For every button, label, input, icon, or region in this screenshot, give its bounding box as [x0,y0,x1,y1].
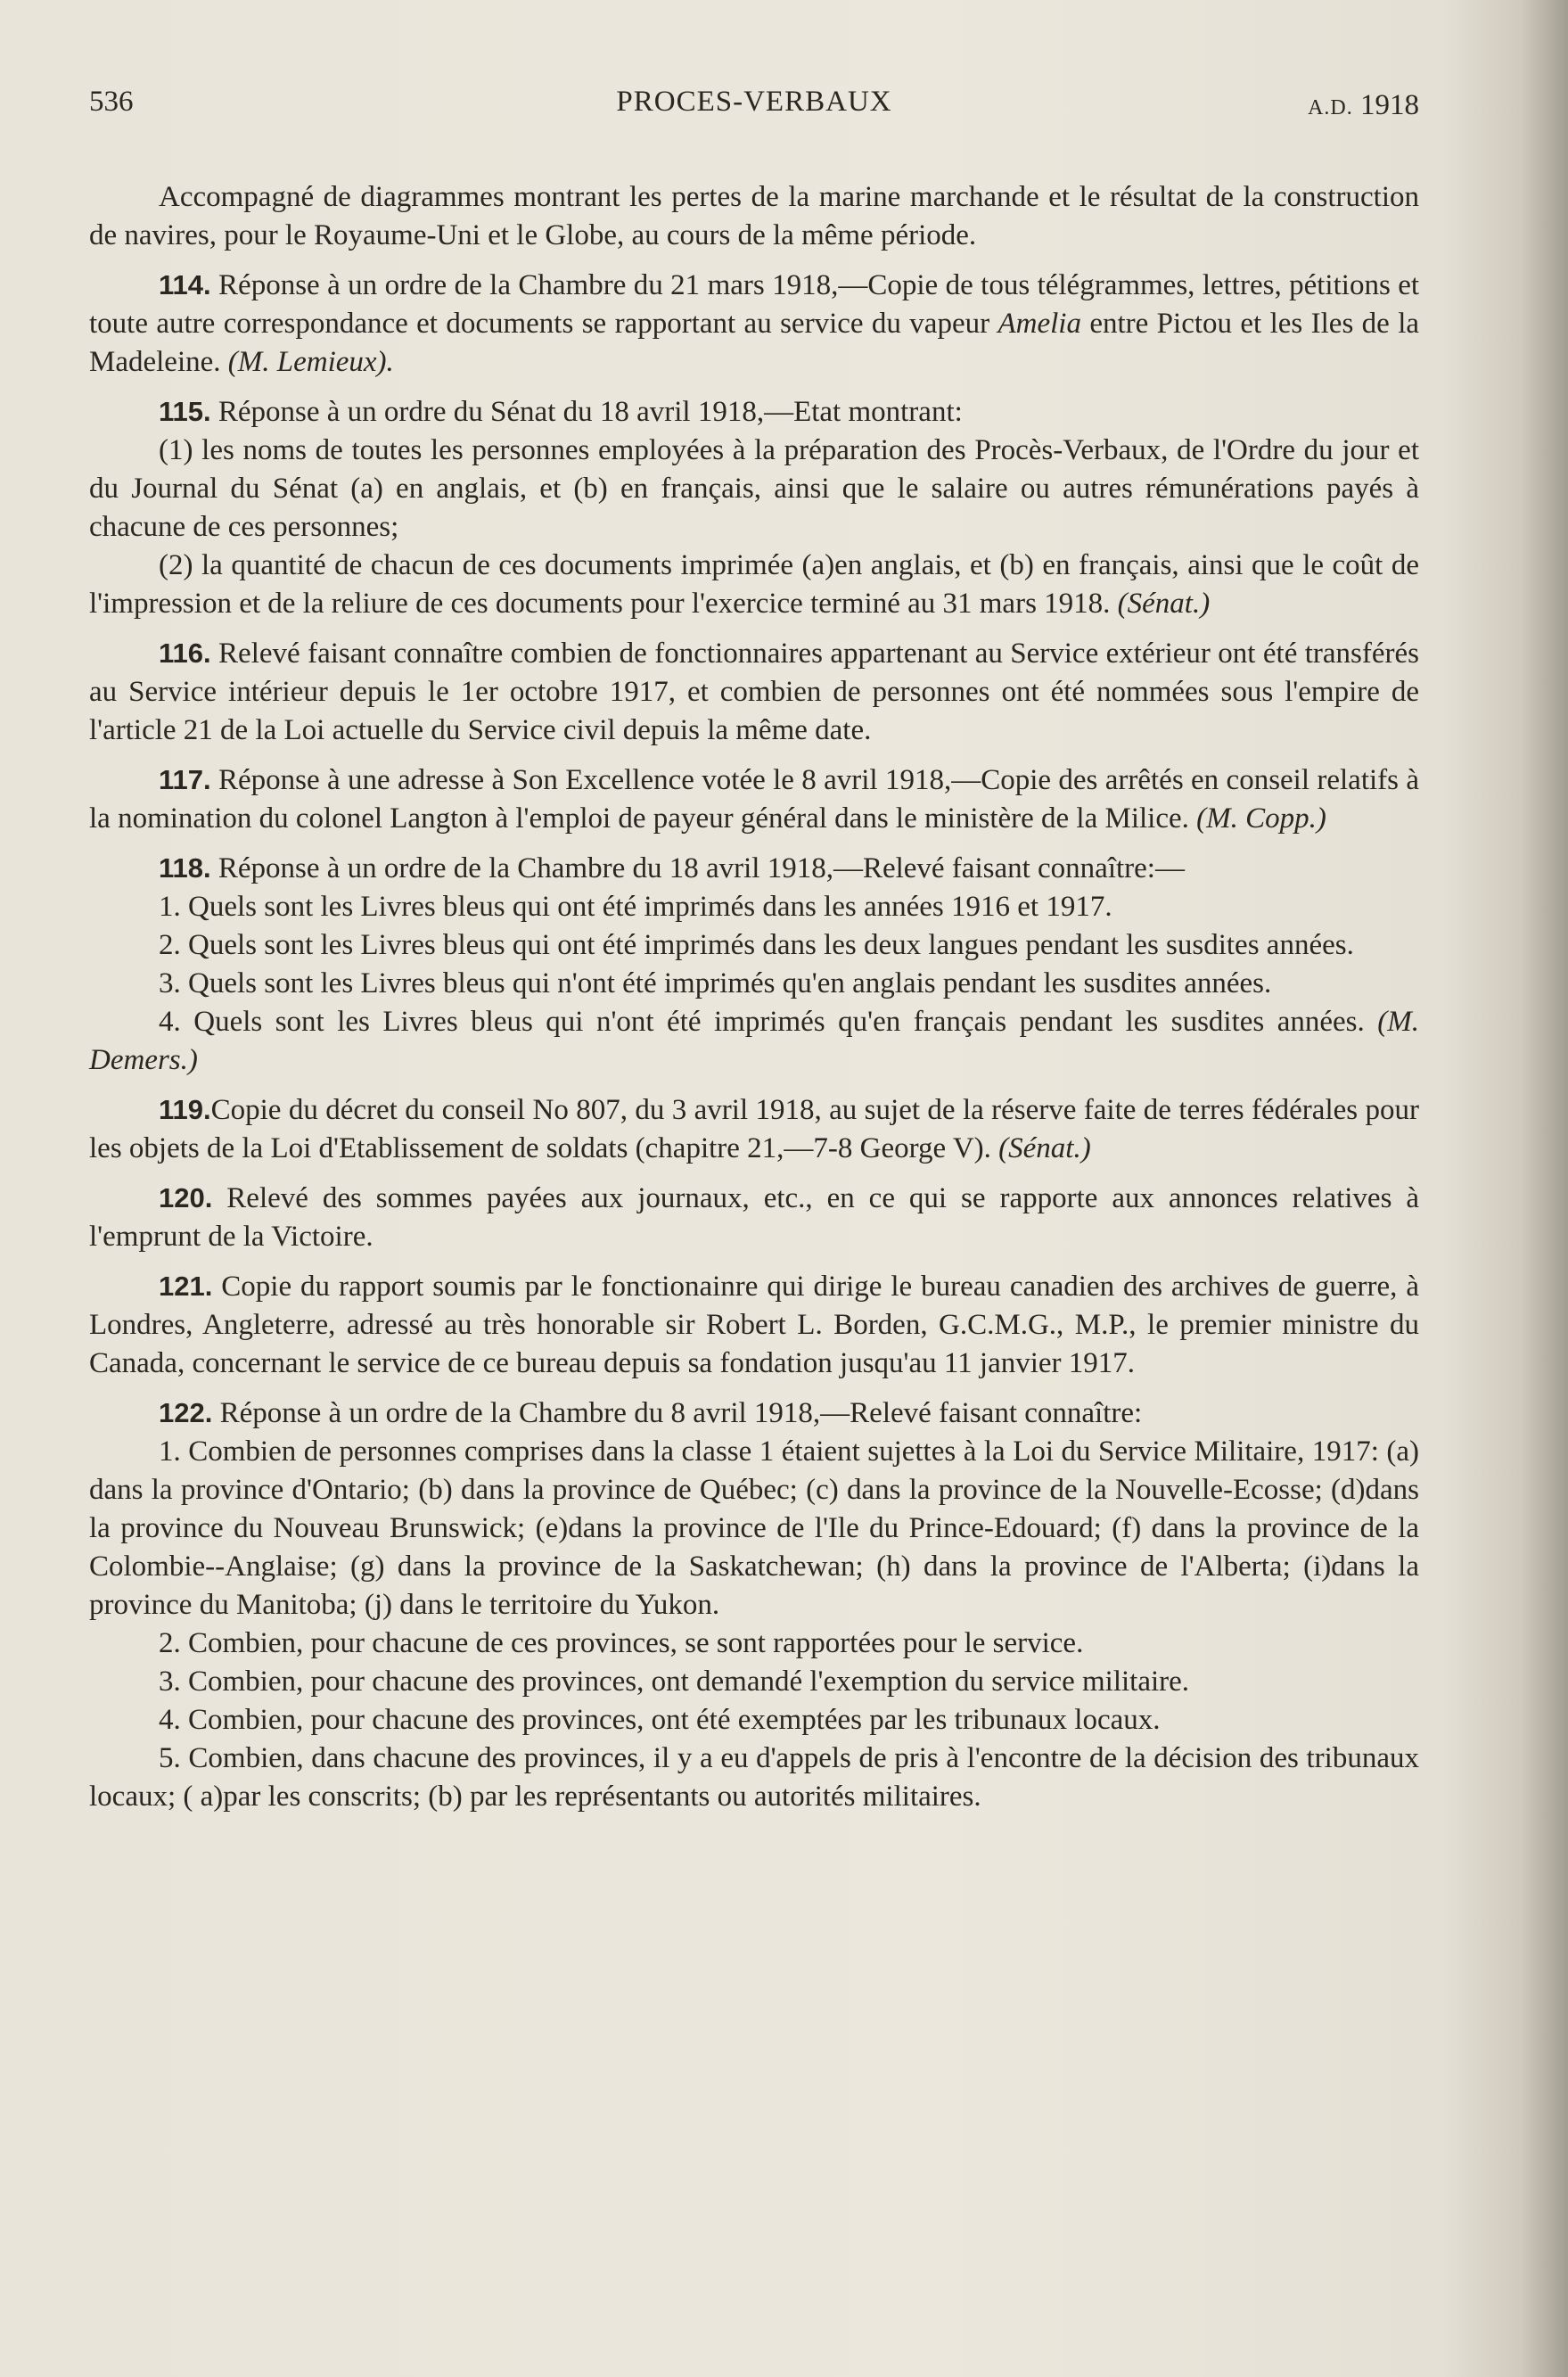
item-number: 114. [159,269,211,300]
item-text: Relevé des sommes payées aux journaux, etc., en ce qui se rapporte aux annonces relatives à l'emprunt de la Victoire. [89,1182,1420,1253]
item-text: Réponse à un ordre de la Chambre du 18 avril 1918,—Relevé faisant connaître:— [218,852,1185,884]
item-text: Copie du rapport soumis par le fonctionainre qui dirige le bureau canadien des archives de guerre, à Londres, Angleterre, adressé au très honorable sir Robert L. Borden, G.C.M.G., M.P., le premier ministre du Canada, concernant le service de ce bureau depuis sa fondation jusqu'au 11 janvier 1917. [89,1271,1419,1379]
item-number: 117. [159,764,211,795]
document-body [89,178,1419,1816]
year-value: 1918 [1360,89,1419,121]
item-number: 115. [159,396,211,427]
item-text: Réponse à une adresse à Son Excellence votée le 8 avril 1918,—Copie des arrêtés en conseil relatifs à la nomination du colonel Langton à l'emploi de payeur général dans le ministère de la Milice. [89,764,1419,835]
item-120 [89,1179,1419,1256]
item-118-sub-1 [89,888,1419,926]
sub-text: 3. Quels sont les Livres bleus qui n'ont été imprimés qu'en anglais pendant les susdites années. [159,967,1272,999]
item-text: Relevé faisant connaître combien de fonctionnaires appartenant au Service extérieur ont été transférés au Service intérieur depuis le 1er octobre 1917, et combien de personnes ont été nommées sous l'empire de l'article 21 de la Loi actuelle du Service civil depuis la même date. [89,637,1420,746]
item-text: Réponse à un ordre de la Chambre du 21 mars 1918,—Copie de tous télégrammes, lettres, pétitions et toute autre correspondance et documents se rapportant au service du vapeur [89,269,1420,340]
item-117 [89,761,1419,838]
intro-text: Accompagné de diagrammes montrant les pertes de la marine marchande et le résultat de la construction de navires, pour le Royaume-Uni et le Globe, au cours de la même période. [89,181,1419,251]
item-number: 119. [159,1094,211,1125]
sub-text: 2. Quels sont les Livres bleus qui ont été imprimés dans les deux langues pendant les susdites années. [159,929,1354,961]
item-author: (Sénat.) [1117,588,1211,620]
year-prefix: A.D. [1308,96,1353,119]
running-title: PROCES-VERBAUX [616,86,892,118]
item-author: (M. Demers.) [89,1006,1419,1076]
item-text: Réponse à un ordre du Sénat du 18 avril 1918,—Etat montrant: [218,396,963,428]
sub-text: 4. Quels sont les Livres bleus qui n'ont été imprimés qu'en français pendant les susdites années. [159,1006,1365,1038]
item-115-sub-2 [89,547,1419,623]
header-year [1308,89,1419,122]
vessel-name: Amelia [997,308,1081,340]
page-header [89,86,1419,130]
sub-text: 1. Quels sont les Livres bleus qui ont été imprimés dans les années 1916 et 1917. [159,891,1112,923]
item-118 [89,849,1419,888]
item-115-sub-1 [89,432,1419,547]
item-118-sub-3 [89,965,1419,1003]
item-121 [89,1267,1419,1383]
sub-text: 3. Combien, pour chacune des provinces, ont demandé l'exemption du service militaire. [159,1666,1190,1698]
item-122-sub-2 [89,1624,1419,1663]
page-number: 536 [89,86,134,118]
item-number: 121. [159,1271,213,1302]
item-number: 120. [159,1182,213,1213]
item-number: 122. [159,1397,213,1428]
intro-paragraph [89,178,1419,255]
sub-text: (1) les noms de toutes les personnes employées à la préparation des Procès-Verbaux, de l'Ordre du jour et du Journal du Sénat (a) en anglais, et (b) en français, ainsi que le salaire ou autres rémunérations payés à chacune de ces personnes; [89,434,1419,543]
item-122-sub-3 [89,1663,1419,1701]
item-author: (M. Copp.) [1196,802,1326,835]
item-116 [89,634,1419,750]
sub-text: (2) la quantité de chacun de ces documents imprimée (a)en anglais, et (b) en français, ainsi que le coût de l'impression et de la reliure de ces documents pour l'exercice terminé au 31 mars 1918. [89,549,1419,620]
item-118-sub-4 [89,1003,1419,1080]
item-number: 118. [159,852,211,884]
item-118-sub-2 [89,926,1419,965]
item-author: (M. Lemieux). [227,346,394,378]
item-122-sub-1 [89,1433,1419,1624]
item-author: (Sénat.) [998,1132,1091,1164]
item-114 [89,266,1419,382]
item-number: 116. [159,637,211,669]
item-119 [89,1090,1419,1168]
item-122-sub-5 [89,1740,1419,1816]
item-text: Copie du décret du conseil No 807, du 3 avril 1918, au sujet de la réserve faite de terres fédérales pour les objets de la Loi d'Etablissement de soldats (chapitre 21,—7-8 George V). [89,1094,1419,1164]
item-text-continued: entre Pictou et les Iles de la Madeleine. [89,308,1420,378]
sub-text: 5. Combien, dans chacune des provinces, il y a eu d'appels de pris à l'encontre de la décision des tribunaux locaux; ( a)par les conscrits; (b) par les représentants ou autorités militaires. [89,1742,1419,1813]
item-122 [89,1394,1419,1433]
sub-text: 2. Combien, pour chacune de ces provinces, se sont rapportées pour le service. [159,1627,1084,1659]
item-text: Réponse à un ordre de la Chambre du 8 avril 1918,—Relevé faisant connaître: [219,1397,1143,1429]
item-115 [89,392,1419,432]
item-122-sub-4 [89,1701,1419,1740]
sub-text: 4. Combien, pour chacune des provinces, ont été exemptées par les tribunaux locaux. [159,1704,1161,1736]
sub-text: 1. Combien de personnes comprises dans la classe 1 étaient sujettes à la Loi du Service Militaire, 1917: (a) dans la province d'Ontario; (b) dans la province de Québec; (c) dans la province de la Nouvelle-Ecosse; (d)dans la province du Nouveau Brunswick; (e)dans la province de l'Ile du Prince-Edouard; (f) dans la province de la Colombie--Anglaise; (g) dans la province de la Saskatchewan; (h) dans la province de l'Alberta; (i)dans la province du Manitoba; (j) dans le territoire du Yukon. [89,1435,1419,1621]
